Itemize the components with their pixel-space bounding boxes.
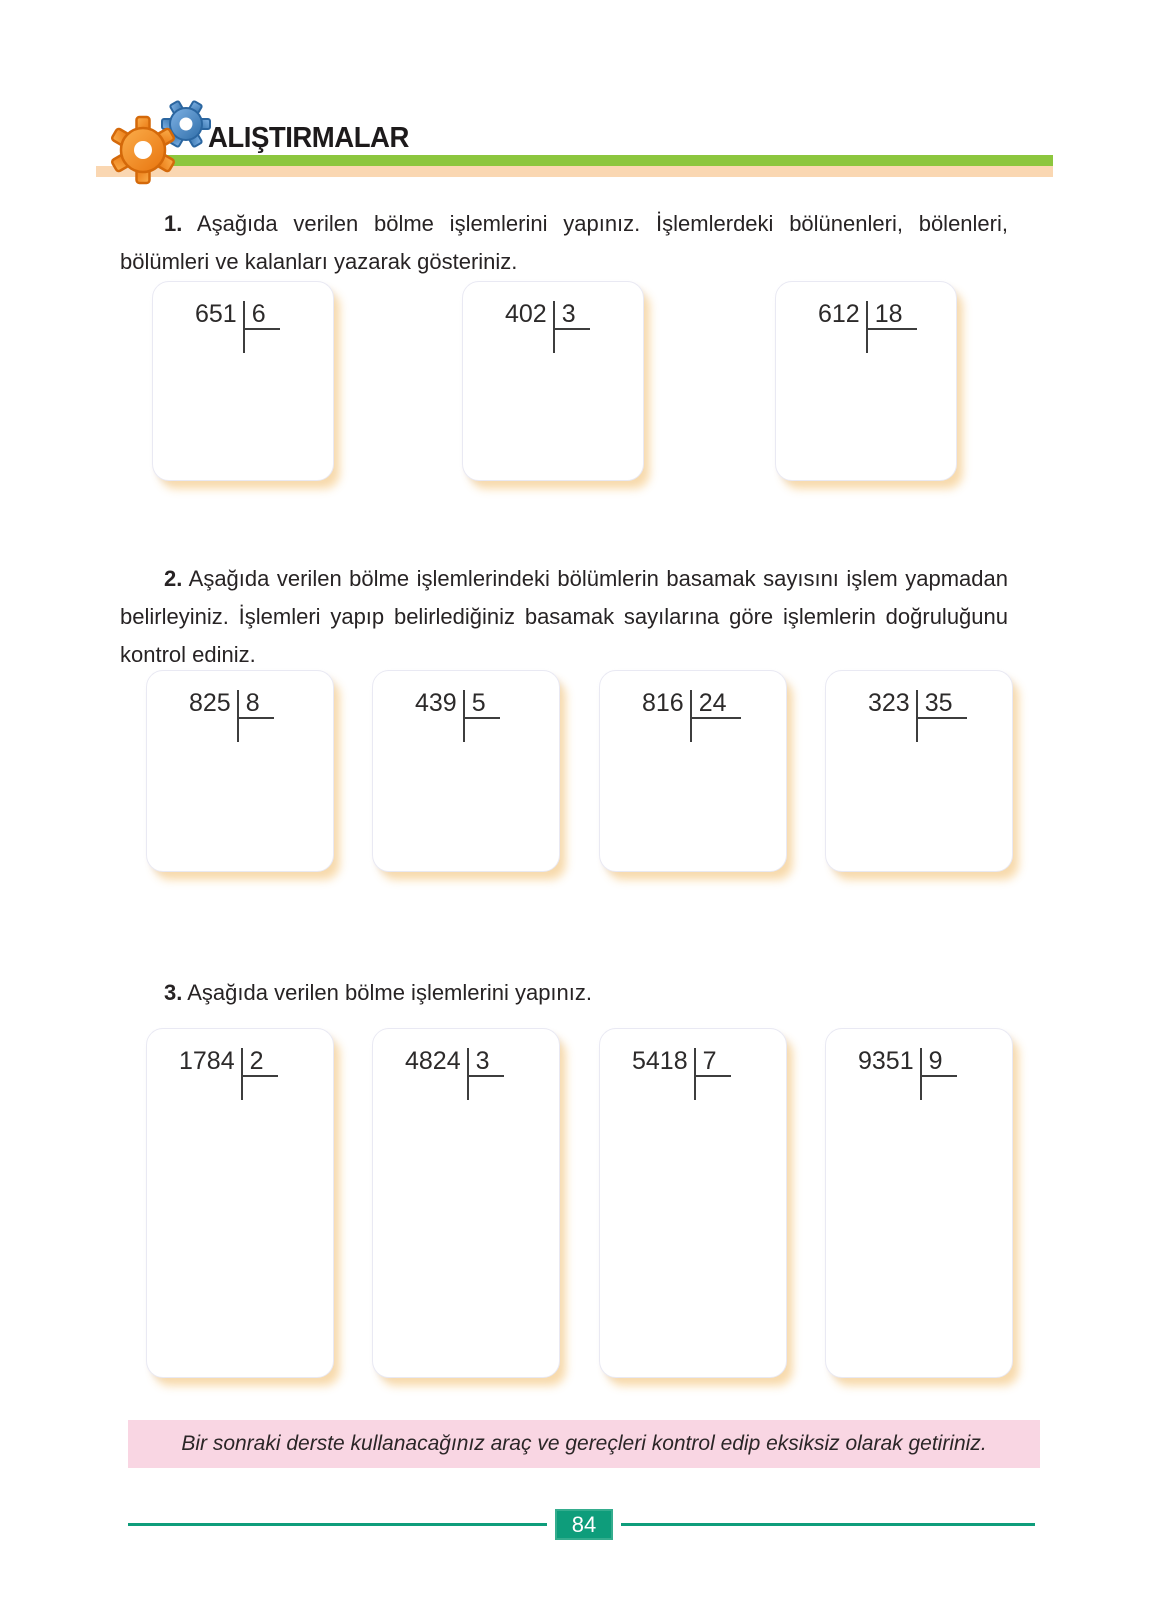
dividend: 612 <box>818 300 860 328</box>
exercise-1-text: Aşağıda verilen bölme işlemlerini yapınız. İşlemlerdeki bölünenleri, bölenleri, bölümleri ve kalanları yazarak gösteriniz. <box>120 211 1008 274</box>
division-problem <box>415 690 500 742</box>
divisor: 2 <box>243 1048 278 1077</box>
divisor: 24 <box>692 690 741 719</box>
exercise-2-number: 2. <box>164 566 183 591</box>
gears-icon <box>108 96 218 196</box>
division-problem <box>868 690 967 742</box>
division-workspace-1784-2 <box>146 1028 334 1378</box>
notice-banner <box>128 1420 1040 1468</box>
exercise-3-instruction <box>120 974 1008 1012</box>
division-problem <box>642 690 741 742</box>
header-peach-bar <box>96 166 1053 177</box>
division-bracket <box>241 1048 278 1100</box>
divisor: 7 <box>696 1048 731 1077</box>
dividend: 651 <box>195 300 237 328</box>
dividend: 5418 <box>632 1047 688 1075</box>
division-bracket <box>916 690 967 742</box>
division-problem <box>179 1048 278 1100</box>
page-title: ALIŞTIRMALAR <box>208 122 409 154</box>
division-bracket <box>243 301 280 353</box>
division-workspace-816-24 <box>599 670 787 872</box>
division-workspace-825-8 <box>146 670 334 872</box>
exercise-1-instruction <box>120 205 1008 281</box>
dividend: 816 <box>642 689 684 717</box>
division-problem <box>405 1048 504 1100</box>
division-problem <box>505 301 590 353</box>
dividend: 439 <box>415 689 457 717</box>
dividend: 402 <box>505 300 547 328</box>
exercise-3-number: 3. <box>164 980 183 1005</box>
divisor: 35 <box>918 690 967 719</box>
footer-rule-right <box>621 1523 1035 1526</box>
division-bracket <box>694 1048 731 1100</box>
division-workspace-612-18 <box>775 281 957 481</box>
exercise-2-instruction <box>120 560 1008 674</box>
division-workspace-402-3 <box>462 281 644 481</box>
division-problem <box>858 1048 957 1100</box>
division-bracket <box>237 690 274 742</box>
divisor: 6 <box>245 301 280 330</box>
notice-text: Bir sonraki derste kullanacağınız araç ve gereçleri kontrol edip eksiksiz olarak getiriniz. <box>181 1432 987 1455</box>
exercise-3-text: Aşağıda verilen bölme işlemlerini yapınız. <box>182 980 593 1005</box>
divisor: 18 <box>868 301 917 330</box>
divisor: 3 <box>555 301 590 330</box>
exercise-2-text: Aşağıda verilen bölme işlemlerindeki bölümlerin basamak sayısını işlem yapmadan belirleyiniz. İşlemleri yapıp belirlediğiniz basamak sayılarına göre işlemlerin doğruluğunu kontrol ediniz. <box>120 566 1008 667</box>
division-bracket <box>866 301 917 353</box>
division-bracket <box>463 690 500 742</box>
division-bracket <box>553 301 590 353</box>
dividend: 9351 <box>858 1047 914 1075</box>
exercise-1-number: 1. <box>164 211 183 236</box>
divisor: 3 <box>469 1048 504 1077</box>
division-workspace-4824-3 <box>372 1028 560 1378</box>
page-number-badge <box>555 1509 613 1540</box>
divisor: 5 <box>465 690 500 719</box>
division-problem <box>189 690 274 742</box>
division-workspace-5418-7 <box>599 1028 787 1378</box>
division-problem <box>818 301 917 353</box>
dividend: 1784 <box>179 1047 235 1075</box>
divisor: 9 <box>922 1048 957 1077</box>
dividend: 4824 <box>405 1047 461 1075</box>
divisor: 8 <box>239 690 274 719</box>
page-number: 84 <box>571 1511 597 1537</box>
division-workspace-651-6 <box>152 281 334 481</box>
footer-rule-left <box>128 1523 547 1526</box>
division-problem <box>632 1048 731 1100</box>
division-workspace-439-5 <box>372 670 560 872</box>
dividend: 323 <box>868 689 910 717</box>
dividend: 825 <box>189 689 231 717</box>
division-bracket <box>920 1048 957 1100</box>
header-green-bar <box>150 155 1053 166</box>
division-bracket <box>467 1048 504 1100</box>
division-bracket <box>690 690 741 742</box>
division-workspace-323-35 <box>825 670 1013 872</box>
division-problem <box>195 301 280 353</box>
division-workspace-9351-9 <box>825 1028 1013 1378</box>
